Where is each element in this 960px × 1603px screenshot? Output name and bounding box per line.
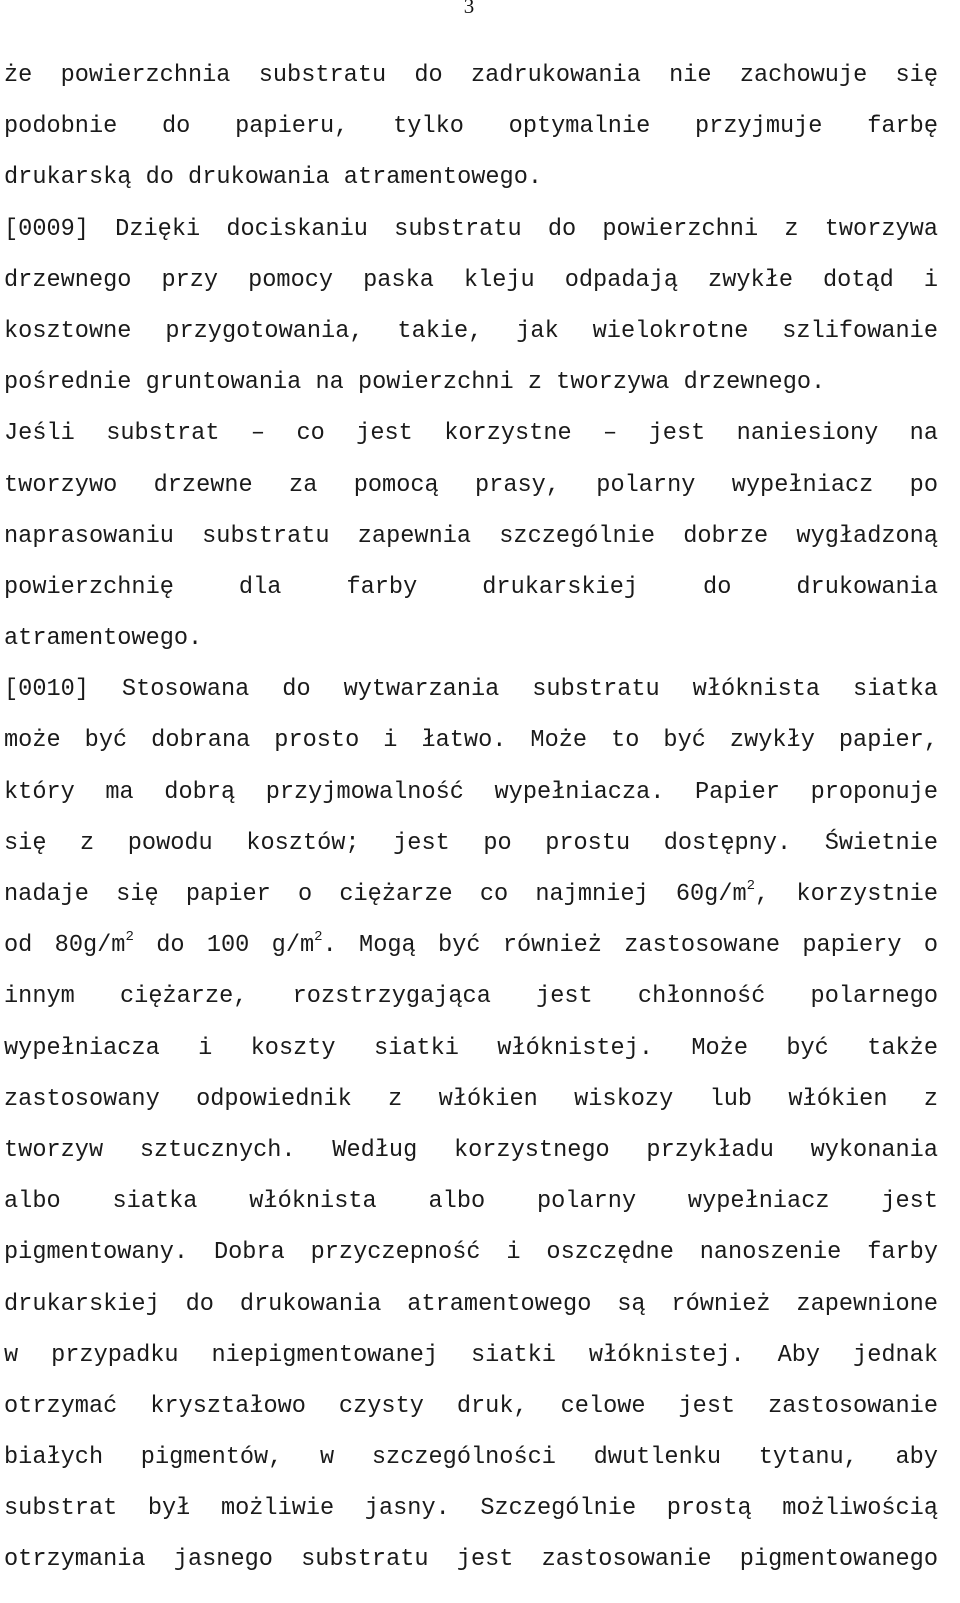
text-line: zastosowany odpowiednik z włókien wiskozy lub włókien z — [4, 1085, 938, 1113]
text-line: który ma dobrą przyjmowalność wypełniacza. Papier proponuje — [4, 778, 938, 806]
superscript: 2 — [314, 929, 323, 946]
text-line: że powierzchnia substratu do zadrukowania nie zachowuje się — [4, 62, 938, 89]
text-segment: od 80g/m — [4, 932, 126, 960]
superscript: 2 — [746, 878, 756, 894]
text-line: drukarską do drukowania atramentowego. — [4, 164, 543, 192]
text-segment: , korzystnie — [755, 881, 938, 908]
text-line: substrat był możliwie jasny. Szczególnie prostą możliwością — [4, 1495, 938, 1523]
text-line: powierzchnię dla farby drukarskiej do drukowania — [4, 573, 938, 601]
text-line: podobnie do papieru, tylko optymalnie przyjmuje farbę — [4, 113, 938, 141]
text-line: atramentowego. — [4, 625, 203, 653]
text-line: może być dobrana prosto i łatwo. Może to być zwykły papier, — [4, 727, 938, 755]
text-line: naprasowaniu substratu zapewnia szczególnie dobrze wygładzoną — [4, 522, 938, 550]
superscript: 2 — [125, 929, 134, 946]
text-line: [0010] Stosowana do wytwarzania substratu włóknista siatka — [4, 676, 938, 704]
text-segment: . Mogą być również zastosowane papiery o — [322, 932, 938, 960]
text-line: pośrednie gruntowania na powierzchni z tworzywa drzewnego. — [4, 369, 826, 397]
text-line: otrzymać kryształowo czysty druk, celowe jest zastosowanie — [4, 1392, 938, 1420]
text-line: białych pigmentów, w szczególności dwutlenku tytanu, aby — [4, 1444, 938, 1472]
text-line: pigmentowany. Dobra przyczepność i oszczędne nanoszenie farby — [4, 1239, 938, 1267]
text-line: kosztowne przygotowania, takie, jak wielokrotne szlifowanie — [4, 317, 938, 345]
text-line: w przypadku niepigmentowanej siatki włóknistej. Aby jednak — [4, 1341, 938, 1369]
body-text — [4, 50, 938, 1586]
text-segment: nadaje się papier o ciężarze co najmniej 60g/m — [4, 881, 747, 908]
text-line: [0009] Dzięki dociskaniu substratu do powierzchni z tworzywa — [4, 215, 938, 243]
text-line: tworzyw sztucznych. Według korzystnego przykładu wykonania — [4, 1136, 938, 1164]
text-line: się z powodu kosztów; jest po prostu dostępny. Świetnie — [4, 829, 938, 857]
text-line: Jeśli substrat – co jest korzystne – jest naniesiony na — [4, 420, 938, 448]
page-number: 3 — [463, 0, 475, 18]
text-line: tworzywo drzewne za pomocą prasy, polarny wypełniacz po — [4, 471, 938, 499]
text-line-with-superscript — [4, 869, 938, 920]
text-line: innym ciężarze, rozstrzygająca jest chłonność polarnego — [4, 983, 938, 1011]
text-line-with-superscript — [4, 920, 938, 971]
text-line: wypełniacza i koszty siatki włóknistej. Może być także — [4, 1034, 938, 1062]
text-line: drukarskiej do drukowania atramentowego są również zapewnione — [4, 1290, 938, 1318]
text-line: drzewnego przy pomocy paska kleju odpadają zwykłe dotąd i — [4, 266, 938, 294]
text-line: otrzymania jasnego substratu jest zastosowanie pigmentowanego — [4, 1546, 938, 1574]
text-line: albo siatka włóknista albo polarny wypełniacz jest — [4, 1188, 938, 1216]
text-segment: do 100 g/m — [133, 932, 315, 960]
